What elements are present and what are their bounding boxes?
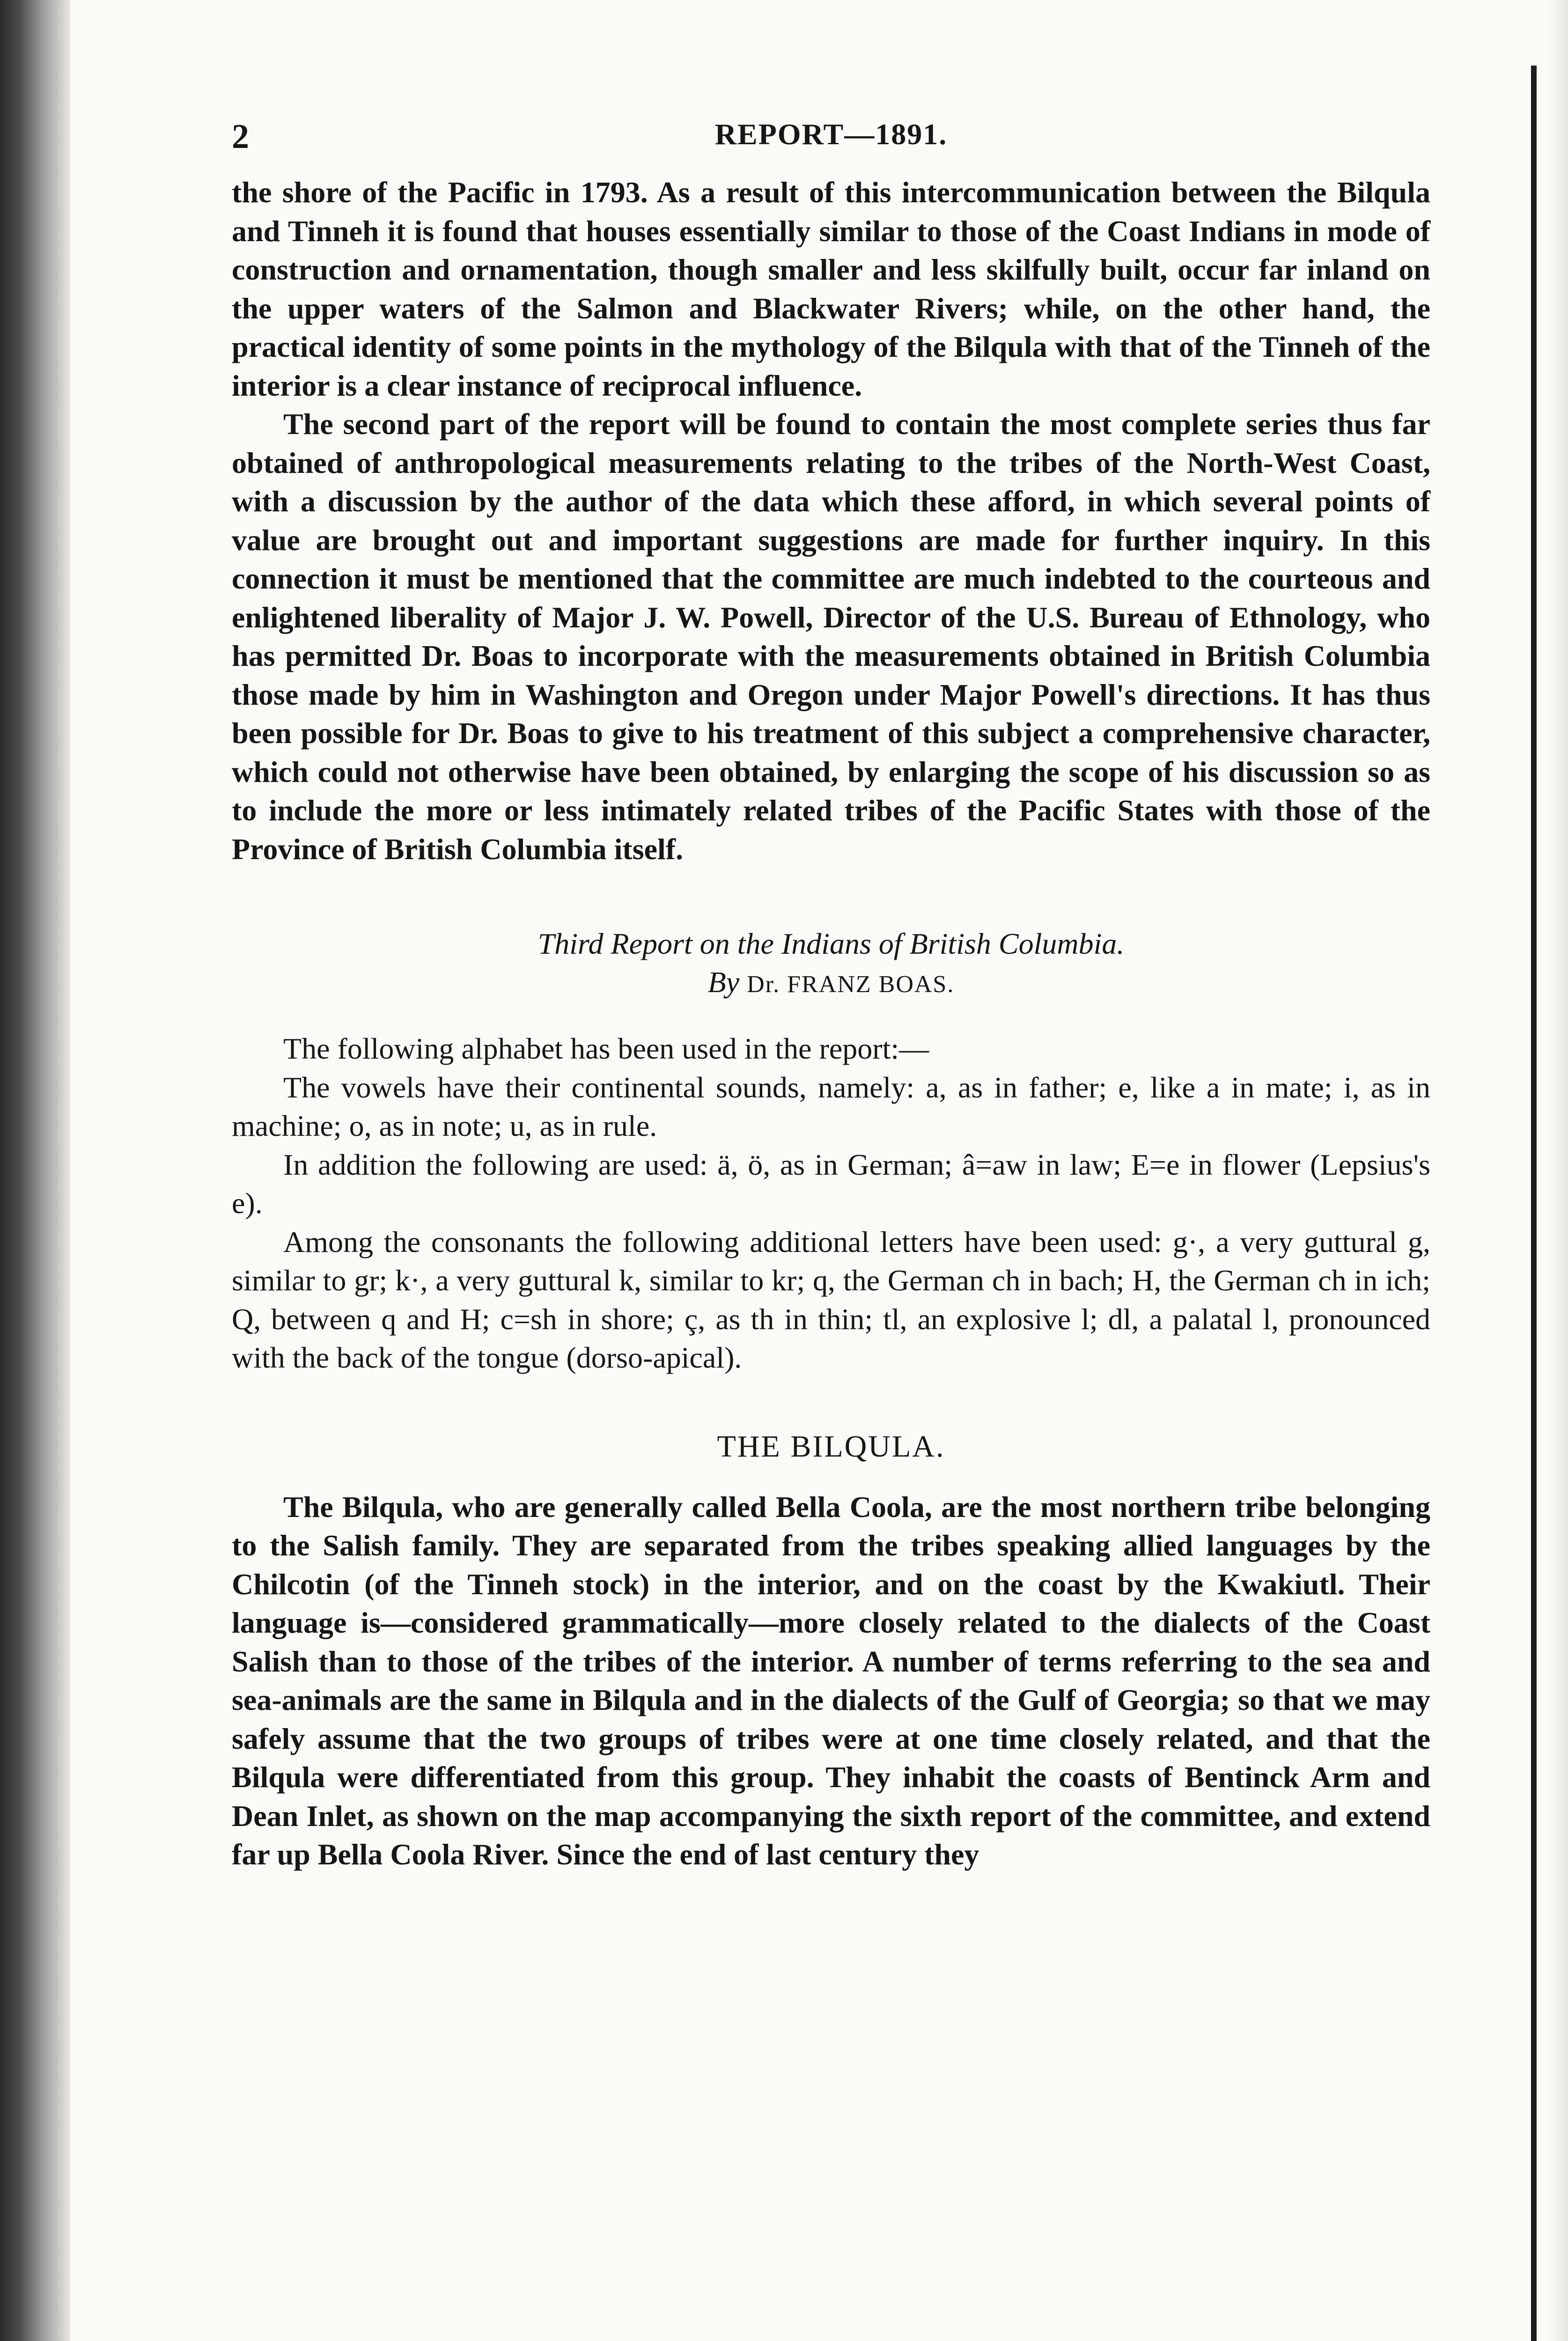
alphabet-consonants: Among the consonants the following additional letters have been used: g·, a very guttural g, similar to gr; k·, a very guttural k, similar to kr; q, the German ch in bach; H, the German ch in ich; Q, between q and H; c=sh in shore; ç, as th in thin; tl, an explosive l; dl, a palatal l, pronounced with the back of the tongue (dorso-apical). <box>232 1225 1430 1374</box>
report-author <box>232 963 1430 1004</box>
section-heading: THE BILQULA. <box>717 1429 945 1464</box>
page-number: 2 <box>232 118 249 156</box>
report-author-name: Dr. FRANZ BOAS. <box>747 971 955 998</box>
running-head: REPORT—1891. <box>714 118 948 151</box>
alphabet-additional: In addition the following are used: ä, ö, as in German; â=aw in law; E=e in flower (Lepsius's e). <box>232 1148 1430 1220</box>
report-author-by: By <box>707 965 740 999</box>
report-title: Third Report on the Indians of British Columbia. <box>537 927 1125 960</box>
alphabet-intro: The following alphabet has been used in the report:— <box>283 1032 929 1065</box>
page-header <box>232 117 1430 173</box>
page-content <box>232 117 1430 1874</box>
alphabet-vowels: The vowels have their continental sounds, namely: a, as in father; e, like a in mate; i, as in machine; o, as in note; u, as in rule. <box>232 1070 1430 1142</box>
paragraph-1: the shore of the Pacific in 1793. As a result of this intercommunication between the Bilqula and Tinneh it is found that houses essentially similar to those of the Coast Indians in mode of construction and ornamentation, though smaller and less skilfully built, occur far inland on the upper waters of the Salmon and Blackwater Rivers; while, on the other hand, the practical identity of some points in the mythology of the Bilqula with that of the Tinneh of the interior is a clear instance of reciprocal influence. <box>232 176 1430 402</box>
paragraph-2: The second part of the report will be found to contain the most complete series thus far obtained of anthropological measurements relating to the tribes of the North-West Coast, with a discussion by the author of the data which these afford, in which several points of value are brought out and important suggestions are made for further inquiry. In this connection it must be mentioned that the committee are much indebted to the courteous and enlightened liberality of Major J. W. Powell, Director of the U.S. Bureau of Ethnology, who has permitted Dr. Boas to incorporate with the measurements obtained in British Columbia those made by him in Washington and Oregon under Major Powell's directions. It has thus been possible for Dr. Boas to give to his treatment of this subject a comprehensive character, which could not otherwise have been obtained, by enlarging the scope of his discussion so as to include the more or less intimately related tribes of the Pacific States with those of the Province of British Columbia itself. <box>232 407 1430 866</box>
bilqula-paragraph: The Bilqula, who are generally called Bella Coola, are the most northern tribe belonging to the Salish family. They are separated from the tribes speaking allied languages by the Chilcotin (of the Tinneh stock) in the interior, and on the coast by the Kwakiutl. Their language is—considered grammatically—more closely related to the dialects of the Coast Salish than to those of the tribes of the interior. A number of terms referring to the sea and sea-animals are the same in Bilqula and in the dialects of the Gulf of Georgia; so that we may safely assume that the two groups of tribes were at one time closely related, and that the Bilqula were differentiated from this group. They inhabit the coasts of Bentinck Arm and Dean Inlet, as shown on the map accompanying the sixth report of the committee, and extend far up Bella Coola River. Since the end of last century they <box>232 1490 1430 1871</box>
scan-right-edge <box>1549 0 1568 2341</box>
scan-left-edge <box>0 0 70 2341</box>
scan-right-rule <box>1531 66 1537 2341</box>
